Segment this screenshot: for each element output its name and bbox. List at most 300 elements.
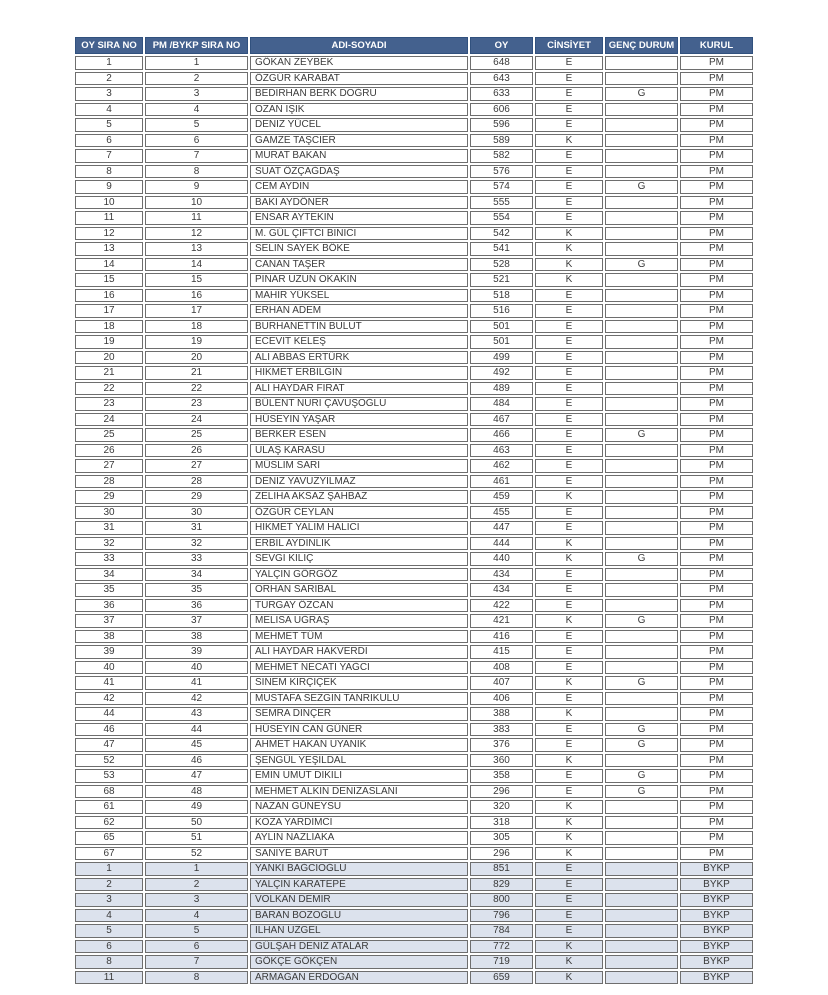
cell-adi-soyadi: SANİYE BARUT (250, 847, 468, 861)
cell-cinsiyet: E (535, 583, 603, 597)
cell-pm-bykp-sira-no: 33 (145, 552, 248, 566)
cell-pm-bykp-sira-no: 49 (145, 800, 248, 814)
results-table (73, 35, 755, 986)
cell-oy-sira-no: 35 (75, 583, 143, 597)
cell-pm-bykp-sira-no: 1 (145, 862, 248, 876)
cell-oy-sira-no: 61 (75, 800, 143, 814)
cell-oy: 305 (470, 831, 533, 845)
cell-oy-sira-no: 13 (75, 242, 143, 256)
cell-adi-soyadi: PINAR UZUN OKAKIN (250, 273, 468, 287)
cell-cinsiyet: E (535, 304, 603, 318)
cell-oy: 851 (470, 862, 533, 876)
cell-kurul: PM (680, 754, 753, 768)
cell-oy: 582 (470, 149, 533, 163)
cell-pm-bykp-sira-no: 51 (145, 831, 248, 845)
cell-pm-bykp-sira-no: 22 (145, 382, 248, 396)
cell-oy-sira-no: 34 (75, 568, 143, 582)
table-row (75, 878, 753, 892)
cell-genc-durum (605, 800, 678, 814)
cell-kurul: PM (680, 56, 753, 70)
cell-genc-durum (605, 754, 678, 768)
cell-kurul: PM (680, 397, 753, 411)
cell-oy-sira-no: 27 (75, 459, 143, 473)
cell-adi-soyadi: VOLKAN DEMİR (250, 893, 468, 907)
cell-oy-sira-no: 5 (75, 118, 143, 132)
cell-genc-durum (605, 413, 678, 427)
cell-pm-bykp-sira-no: 31 (145, 521, 248, 535)
cell-oy: 422 (470, 599, 533, 613)
table-row (75, 134, 753, 148)
cell-kurul: PM (680, 196, 753, 210)
cell-adi-soyadi: MELİSA UĞRAŞ (250, 614, 468, 628)
cell-oy-sira-no: 67 (75, 847, 143, 861)
cell-adi-soyadi: BÜLENT NURİ ÇAVUŞOĞLU (250, 397, 468, 411)
column-header-oy: OY (470, 37, 533, 54)
cell-kurul: PM (680, 490, 753, 504)
cell-oy-sira-no: 25 (75, 428, 143, 442)
cell-genc-durum (605, 304, 678, 318)
table-row (75, 273, 753, 287)
column-header-oy-sira-no: OY SIRA NO (75, 37, 143, 54)
cell-adi-soyadi: GÖKAN ZEYBEK (250, 56, 468, 70)
cell-adi-soyadi: BURHANETTİN BULUT (250, 320, 468, 334)
cell-oy: 772 (470, 940, 533, 954)
cell-genc-durum (605, 955, 678, 969)
cell-cinsiyet: E (535, 366, 603, 380)
cell-adi-soyadi: KOZA YARDIMCI (250, 816, 468, 830)
cell-genc-durum: G (605, 769, 678, 783)
cell-cinsiyet: K (535, 227, 603, 241)
cell-oy: 440 (470, 552, 533, 566)
cell-cinsiyet: K (535, 242, 603, 256)
cell-oy: 360 (470, 754, 533, 768)
cell-kurul: PM (680, 521, 753, 535)
cell-oy: 499 (470, 351, 533, 365)
table-row (75, 335, 753, 349)
table-row (75, 72, 753, 86)
cell-pm-bykp-sira-no: 37 (145, 614, 248, 628)
cell-pm-bykp-sira-no: 13 (145, 242, 248, 256)
cell-kurul: PM (680, 800, 753, 814)
cell-cinsiyet: E (535, 630, 603, 644)
cell-oy-sira-no: 42 (75, 692, 143, 706)
cell-pm-bykp-sira-no: 9 (145, 180, 248, 194)
cell-oy: 489 (470, 382, 533, 396)
cell-kurul: PM (680, 661, 753, 675)
cell-cinsiyet: E (535, 909, 603, 923)
cell-cinsiyet: E (535, 351, 603, 365)
cell-pm-bykp-sira-no: 28 (145, 475, 248, 489)
cell-cinsiyet: K (535, 955, 603, 969)
cell-pm-bykp-sira-no: 8 (145, 165, 248, 179)
cell-kurul: PM (680, 351, 753, 365)
cell-oy-sira-no: 46 (75, 723, 143, 737)
cell-kurul: PM (680, 707, 753, 721)
cell-adi-soyadi: DENİZ YAVUZYILMAZ (250, 475, 468, 489)
table-row (75, 568, 753, 582)
cell-cinsiyet: K (535, 258, 603, 272)
cell-adi-soyadi: OZAN IŞIK (250, 103, 468, 117)
cell-cinsiyet: E (535, 599, 603, 613)
cell-adi-soyadi: GÖKÇE GÖKÇEN (250, 955, 468, 969)
table-row (75, 940, 753, 954)
cell-adi-soyadi: MAHİR YÜKSEL (250, 289, 468, 303)
table-row (75, 397, 753, 411)
table-row (75, 537, 753, 551)
cell-oy: 555 (470, 196, 533, 210)
cell-adi-soyadi: ZELİHA AKSAZ ŞAHBAZ (250, 490, 468, 504)
document-page (73, 35, 755, 986)
cell-pm-bykp-sira-no: 38 (145, 630, 248, 644)
cell-oy: 466 (470, 428, 533, 442)
cell-oy: 434 (470, 583, 533, 597)
cell-oy: 407 (470, 676, 533, 690)
cell-genc-durum (605, 459, 678, 473)
cell-genc-durum: G (605, 180, 678, 194)
cell-cinsiyet: E (535, 924, 603, 938)
cell-kurul: PM (680, 552, 753, 566)
cell-genc-durum (605, 72, 678, 86)
table-row (75, 630, 753, 644)
cell-adi-soyadi: SEVGİ KILIÇ (250, 552, 468, 566)
cell-cinsiyet: E (535, 103, 603, 117)
cell-oy-sira-no: 36 (75, 599, 143, 613)
cell-kurul: PM (680, 87, 753, 101)
cell-pm-bykp-sira-no: 24 (145, 413, 248, 427)
table-row (75, 692, 753, 706)
cell-oy-sira-no: 62 (75, 816, 143, 830)
cell-genc-durum (605, 645, 678, 659)
cell-cinsiyet: E (535, 428, 603, 442)
cell-pm-bykp-sira-no: 27 (145, 459, 248, 473)
cell-adi-soyadi: ORHAN SARIBAL (250, 583, 468, 597)
cell-cinsiyet: K (535, 676, 603, 690)
cell-cinsiyet: K (535, 537, 603, 551)
cell-oy: 296 (470, 785, 533, 799)
table-row (75, 816, 753, 830)
table-row (75, 382, 753, 396)
table-row (75, 413, 753, 427)
table-row (75, 769, 753, 783)
cell-kurul: PM (680, 103, 753, 117)
cell-oy-sira-no: 19 (75, 335, 143, 349)
cell-oy-sira-no: 11 (75, 971, 143, 985)
cell-oy: 576 (470, 165, 533, 179)
cell-oy: 518 (470, 289, 533, 303)
header-row (75, 37, 753, 54)
table-row (75, 893, 753, 907)
cell-adi-soyadi: AHMET HAKAN UYANIK (250, 738, 468, 752)
cell-oy-sira-no: 20 (75, 351, 143, 365)
cell-oy-sira-no: 4 (75, 909, 143, 923)
table-row (75, 459, 753, 473)
cell-pm-bykp-sira-no: 6 (145, 134, 248, 148)
table-row (75, 862, 753, 876)
cell-pm-bykp-sira-no: 11 (145, 211, 248, 225)
cell-kurul: PM (680, 723, 753, 737)
cell-oy: 606 (470, 103, 533, 117)
cell-oy: 719 (470, 955, 533, 969)
cell-adi-soyadi: ÖZGÜR CEYLAN (250, 506, 468, 520)
cell-oy: 501 (470, 320, 533, 334)
cell-adi-soyadi: ALİ HAYDAR FIRAT (250, 382, 468, 396)
cell-pm-bykp-sira-no: 36 (145, 599, 248, 613)
cell-kurul: PM (680, 118, 753, 132)
cell-pm-bykp-sira-no: 14 (145, 258, 248, 272)
cell-kurul: PM (680, 630, 753, 644)
cell-oy: 554 (470, 211, 533, 225)
cell-adi-soyadi: BAKİ AYDÖNER (250, 196, 468, 210)
cell-oy-sira-no: 3 (75, 87, 143, 101)
cell-adi-soyadi: CANAN TAŞER (250, 258, 468, 272)
cell-pm-bykp-sira-no: 32 (145, 537, 248, 551)
cell-oy-sira-no: 8 (75, 955, 143, 969)
cell-kurul: PM (680, 537, 753, 551)
cell-cinsiyet: E (535, 459, 603, 473)
cell-oy-sira-no: 2 (75, 72, 143, 86)
cell-oy-sira-no: 17 (75, 304, 143, 318)
cell-adi-soyadi: EMİN UMUT DİKİLİ (250, 769, 468, 783)
cell-oy-sira-no: 5 (75, 924, 143, 938)
cell-genc-durum (605, 165, 678, 179)
cell-oy-sira-no: 39 (75, 645, 143, 659)
table-row (75, 583, 753, 597)
cell-cinsiyet: K (535, 831, 603, 845)
cell-adi-soyadi: SİNEM KIRÇİÇEK (250, 676, 468, 690)
cell-kurul: PM (680, 475, 753, 489)
cell-oy-sira-no: 4 (75, 103, 143, 117)
cell-genc-durum (605, 320, 678, 334)
cell-pm-bykp-sira-no: 7 (145, 955, 248, 969)
cell-adi-soyadi: CEM AYDIN (250, 180, 468, 194)
cell-adi-soyadi: ENSAR AYTEKİN (250, 211, 468, 225)
cell-kurul: PM (680, 227, 753, 241)
cell-cinsiyet: E (535, 692, 603, 706)
cell-adi-soyadi: SUAT ÖZÇAĞDAŞ (250, 165, 468, 179)
cell-oy-sira-no: 24 (75, 413, 143, 427)
cell-genc-durum: G (605, 785, 678, 799)
cell-genc-durum (605, 847, 678, 861)
cell-cinsiyet: E (535, 397, 603, 411)
cell-cinsiyet: K (535, 273, 603, 287)
cell-kurul: PM (680, 785, 753, 799)
cell-oy: 484 (470, 397, 533, 411)
cell-kurul: PM (680, 382, 753, 396)
cell-oy-sira-no: 11 (75, 211, 143, 225)
cell-oy-sira-no: 28 (75, 475, 143, 489)
cell-oy: 358 (470, 769, 533, 783)
cell-pm-bykp-sira-no: 2 (145, 72, 248, 86)
cell-pm-bykp-sira-no: 29 (145, 490, 248, 504)
cell-pm-bykp-sira-no: 34 (145, 568, 248, 582)
cell-oy-sira-no: 33 (75, 552, 143, 566)
cell-oy: 421 (470, 614, 533, 628)
cell-oy: 501 (470, 335, 533, 349)
cell-oy: 589 (470, 134, 533, 148)
cell-cinsiyet: K (535, 940, 603, 954)
cell-pm-bykp-sira-no: 21 (145, 366, 248, 380)
cell-kurul: PM (680, 614, 753, 628)
cell-kurul: PM (680, 366, 753, 380)
cell-oy-sira-no: 1 (75, 862, 143, 876)
cell-oy: 406 (470, 692, 533, 706)
cell-genc-durum (605, 909, 678, 923)
cell-genc-durum (605, 134, 678, 148)
cell-oy: 408 (470, 661, 533, 675)
cell-genc-durum (605, 211, 678, 225)
cell-oy: 318 (470, 816, 533, 830)
cell-pm-bykp-sira-no: 45 (145, 738, 248, 752)
cell-cinsiyet: K (535, 134, 603, 148)
table-row (75, 211, 753, 225)
cell-pm-bykp-sira-no: 43 (145, 707, 248, 721)
cell-kurul: BYKP (680, 909, 753, 923)
cell-cinsiyet: E (535, 56, 603, 70)
cell-genc-durum (605, 816, 678, 830)
cell-oy-sira-no: 32 (75, 537, 143, 551)
cell-oy: 633 (470, 87, 533, 101)
cell-oy-sira-no: 53 (75, 769, 143, 783)
table-row (75, 149, 753, 163)
cell-pm-bykp-sira-no: 2 (145, 878, 248, 892)
table-row (75, 490, 753, 504)
cell-kurul: BYKP (680, 955, 753, 969)
table-row (75, 785, 753, 799)
table-row (75, 723, 753, 737)
cell-kurul: PM (680, 583, 753, 597)
cell-oy: 796 (470, 909, 533, 923)
cell-pm-bykp-sira-no: 25 (145, 428, 248, 442)
cell-oy-sira-no: 7 (75, 149, 143, 163)
table-row (75, 955, 753, 969)
cell-kurul: BYKP (680, 893, 753, 907)
table-row (75, 909, 753, 923)
cell-kurul: PM (680, 676, 753, 690)
cell-genc-durum (605, 118, 678, 132)
cell-adi-soyadi: YALÇIN KARATEPE (250, 878, 468, 892)
cell-kurul: PM (680, 72, 753, 86)
cell-oy-sira-no: 9 (75, 180, 143, 194)
cell-pm-bykp-sira-no: 26 (145, 444, 248, 458)
cell-kurul: PM (680, 847, 753, 861)
cell-adi-soyadi: ERHAN ADEM (250, 304, 468, 318)
cell-pm-bykp-sira-no: 17 (145, 304, 248, 318)
cell-kurul: PM (680, 692, 753, 706)
cell-genc-durum: G (605, 738, 678, 752)
cell-adi-soyadi: M. GÜL ÇİFTCİ BİNİCİ (250, 227, 468, 241)
cell-genc-durum (605, 444, 678, 458)
cell-kurul: PM (680, 180, 753, 194)
cell-oy: 447 (470, 521, 533, 535)
cell-adi-soyadi: HİKMET YALIM HALICI (250, 521, 468, 535)
cell-genc-durum (605, 831, 678, 845)
cell-adi-soyadi: HİKMET ERBİLGİN (250, 366, 468, 380)
cell-adi-soyadi: İLHAN UZGEL (250, 924, 468, 938)
column-header-cinsiyet: CİNSİYET (535, 37, 603, 54)
cell-pm-bykp-sira-no: 47 (145, 769, 248, 783)
cell-pm-bykp-sira-no: 3 (145, 893, 248, 907)
cell-oy-sira-no: 23 (75, 397, 143, 411)
cell-cinsiyet: E (535, 878, 603, 892)
cell-oy-sira-no: 52 (75, 754, 143, 768)
cell-adi-soyadi: MUSTAFA SEZGİN TANRIKULU (250, 692, 468, 706)
table-row (75, 738, 753, 752)
cell-oy: 596 (470, 118, 533, 132)
cell-pm-bykp-sira-no: 4 (145, 909, 248, 923)
cell-cinsiyet: K (535, 754, 603, 768)
table-row (75, 645, 753, 659)
cell-cinsiyet: E (535, 180, 603, 194)
cell-pm-bykp-sira-no: 50 (145, 816, 248, 830)
cell-adi-soyadi: ALİ HAYDAR HAKVERDİ (250, 645, 468, 659)
cell-genc-durum (605, 382, 678, 396)
cell-kurul: PM (680, 738, 753, 752)
cell-cinsiyet: E (535, 785, 603, 799)
cell-pm-bykp-sira-no: 20 (145, 351, 248, 365)
cell-adi-soyadi: YALÇIN GÖRGÖZ (250, 568, 468, 582)
cell-genc-durum: G (605, 87, 678, 101)
cell-oy: 521 (470, 273, 533, 287)
table-row (75, 227, 753, 241)
cell-genc-durum (605, 630, 678, 644)
table-row (75, 242, 753, 256)
cell-pm-bykp-sira-no: 40 (145, 661, 248, 675)
cell-pm-bykp-sira-no: 30 (145, 506, 248, 520)
cell-kurul: PM (680, 304, 753, 318)
cell-genc-durum (605, 924, 678, 938)
cell-genc-durum (605, 599, 678, 613)
cell-oy: 516 (470, 304, 533, 318)
cell-pm-bykp-sira-no: 18 (145, 320, 248, 334)
cell-adi-soyadi: SELİN SAYEK BÖKE (250, 242, 468, 256)
cell-adi-soyadi: HÜSEYİN CAN GÜNER (250, 723, 468, 737)
cell-cinsiyet: E (535, 893, 603, 907)
table-row (75, 552, 753, 566)
cell-genc-durum (605, 506, 678, 520)
cell-genc-durum (605, 568, 678, 582)
table-row (75, 258, 753, 272)
cell-genc-durum (605, 893, 678, 907)
cell-adi-soyadi: ŞENGÜL YEŞİLDAL (250, 754, 468, 768)
column-header-kurul: KURUL (680, 37, 753, 54)
cell-oy: 648 (470, 56, 533, 70)
cell-oy-sira-no: 2 (75, 878, 143, 892)
cell-genc-durum (605, 397, 678, 411)
cell-kurul: PM (680, 289, 753, 303)
table-row (75, 521, 753, 535)
cell-oy-sira-no: 15 (75, 273, 143, 287)
cell-kurul: PM (680, 413, 753, 427)
cell-cinsiyet: E (535, 521, 603, 535)
cell-cinsiyet: E (535, 196, 603, 210)
cell-genc-durum (605, 707, 678, 721)
cell-genc-durum (605, 227, 678, 241)
cell-oy-sira-no: 6 (75, 134, 143, 148)
cell-cinsiyet: E (535, 723, 603, 737)
cell-oy-sira-no: 68 (75, 785, 143, 799)
cell-pm-bykp-sira-no: 39 (145, 645, 248, 659)
cell-oy-sira-no: 21 (75, 366, 143, 380)
cell-kurul: PM (680, 568, 753, 582)
cell-pm-bykp-sira-no: 3 (145, 87, 248, 101)
cell-genc-durum (605, 103, 678, 117)
cell-oy-sira-no: 41 (75, 676, 143, 690)
cell-cinsiyet: E (535, 289, 603, 303)
cell-oy: 784 (470, 924, 533, 938)
cell-genc-durum (605, 583, 678, 597)
table-row (75, 444, 753, 458)
cell-kurul: BYKP (680, 940, 753, 954)
